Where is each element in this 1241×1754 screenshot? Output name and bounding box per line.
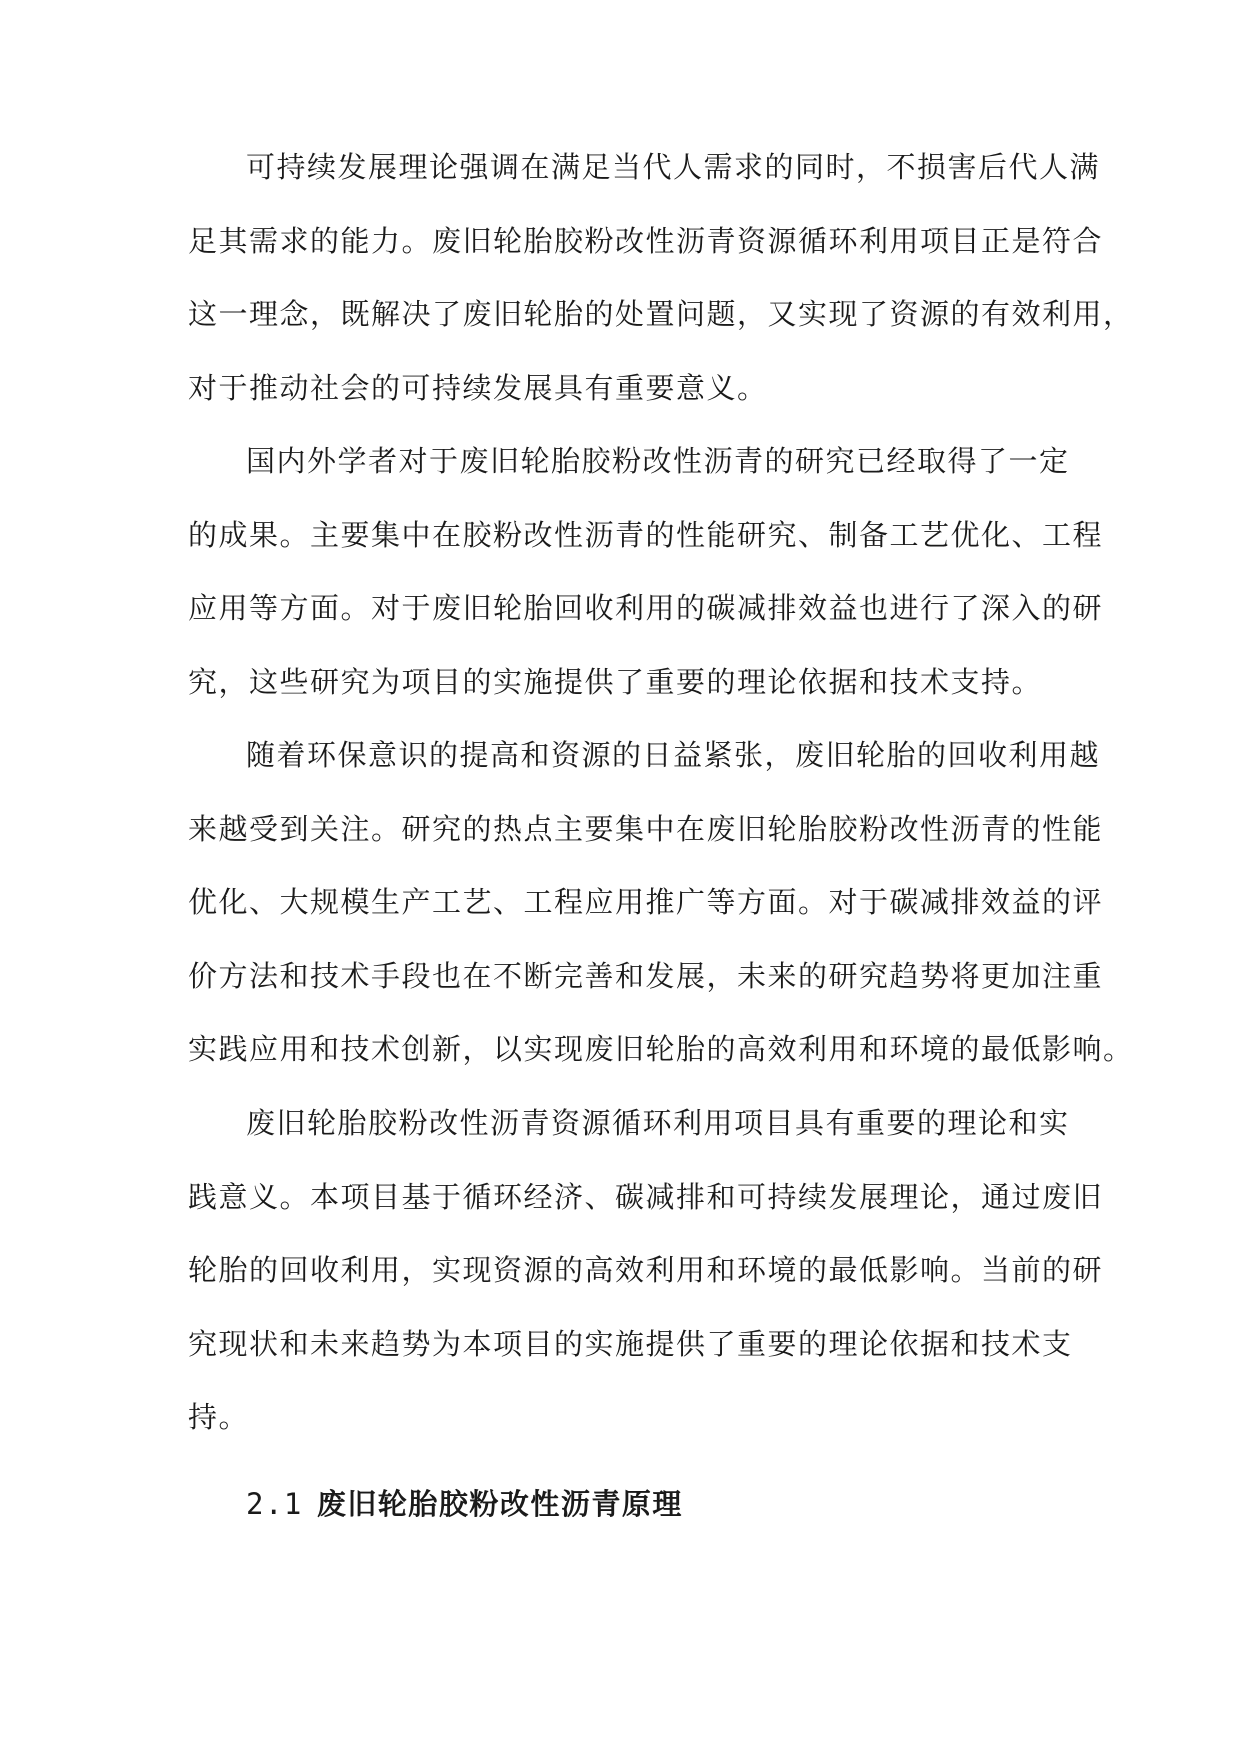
section-title: 废旧轮胎胶粉改性沥青原理 [316, 1487, 683, 1521]
text-line: 应用等方面。对于废旧轮胎回收利用的碳减排效益也进行了深入的研 [188, 591, 1104, 625]
text-line: 价方法和技术手段也在不断完善和发展，未来的研究趋势将更加注重 [188, 958, 1104, 993]
text-line: 这一理念，既解决了废旧轮胎的处置问题，又实现了资源的有效利用， [188, 297, 1134, 331]
text-line: 对于推动社会的可持续发展具有重要意义。 [188, 370, 768, 405]
text-line: 究，这些研究为项目的实施提供了重要的理论依据和技术支持。 [188, 664, 1043, 699]
text-line: 的成果。主要集中在胶粉改性沥青的性能研究、制备工艺优化、工程 [188, 517, 1104, 552]
section-heading [246, 1484, 683, 1524]
text-line: 究现状和未来趋势为本项目的实施提供了重要的理论依据和技术支 [188, 1326, 1073, 1361]
text-line: 随着环保意识的提高和资源的日益紧张，废旧轮胎的回收利用越 [246, 738, 1101, 772]
section-number: 2.1 [246, 1487, 303, 1521]
text-line: 足其需求的能力。废旧轮胎胶粉改性沥青资源循环利用项目正是符合 [188, 223, 1104, 258]
text-line: 轮胎的回收利用，实现资源的高效利用和环境的最低影响。当前的研 [188, 1253, 1104, 1287]
text-line: 废旧轮胎胶粉改性沥青资源循环利用项目具有重要的理论和实 [246, 1106, 1070, 1140]
text-line: 来越受到关注。研究的热点主要集中在废旧轮胎胶粉改性沥青的性能 [188, 811, 1104, 846]
paragraph-research-trends [188, 719, 1134, 1087]
paragraph-sustainable-development [188, 131, 1134, 425]
text-line: 优化、大规模生产工艺、工程应用推广等方面。对于碳减排效益的评 [188, 885, 1104, 919]
text-line: 国内外学者对于废旧轮胎胶粉改性沥青的研究已经取得了一定 [246, 444, 1070, 478]
text-line: 可持续发展理论强调在满足当代人需求的同时，不损害后代人满 [246, 150, 1101, 184]
text-line: 践意义。本项目基于循环经济、碳减排和可持续发展理论，通过废旧 [188, 1179, 1104, 1214]
text-line: 实践应用和技术创新，以实现废旧轮胎的高效利用和环境的最低影响。 [188, 1032, 1134, 1066]
text-line: 持。 [188, 1400, 250, 1434]
paragraph-research-status [188, 425, 1104, 719]
paragraph-project-significance [188, 1087, 1104, 1455]
